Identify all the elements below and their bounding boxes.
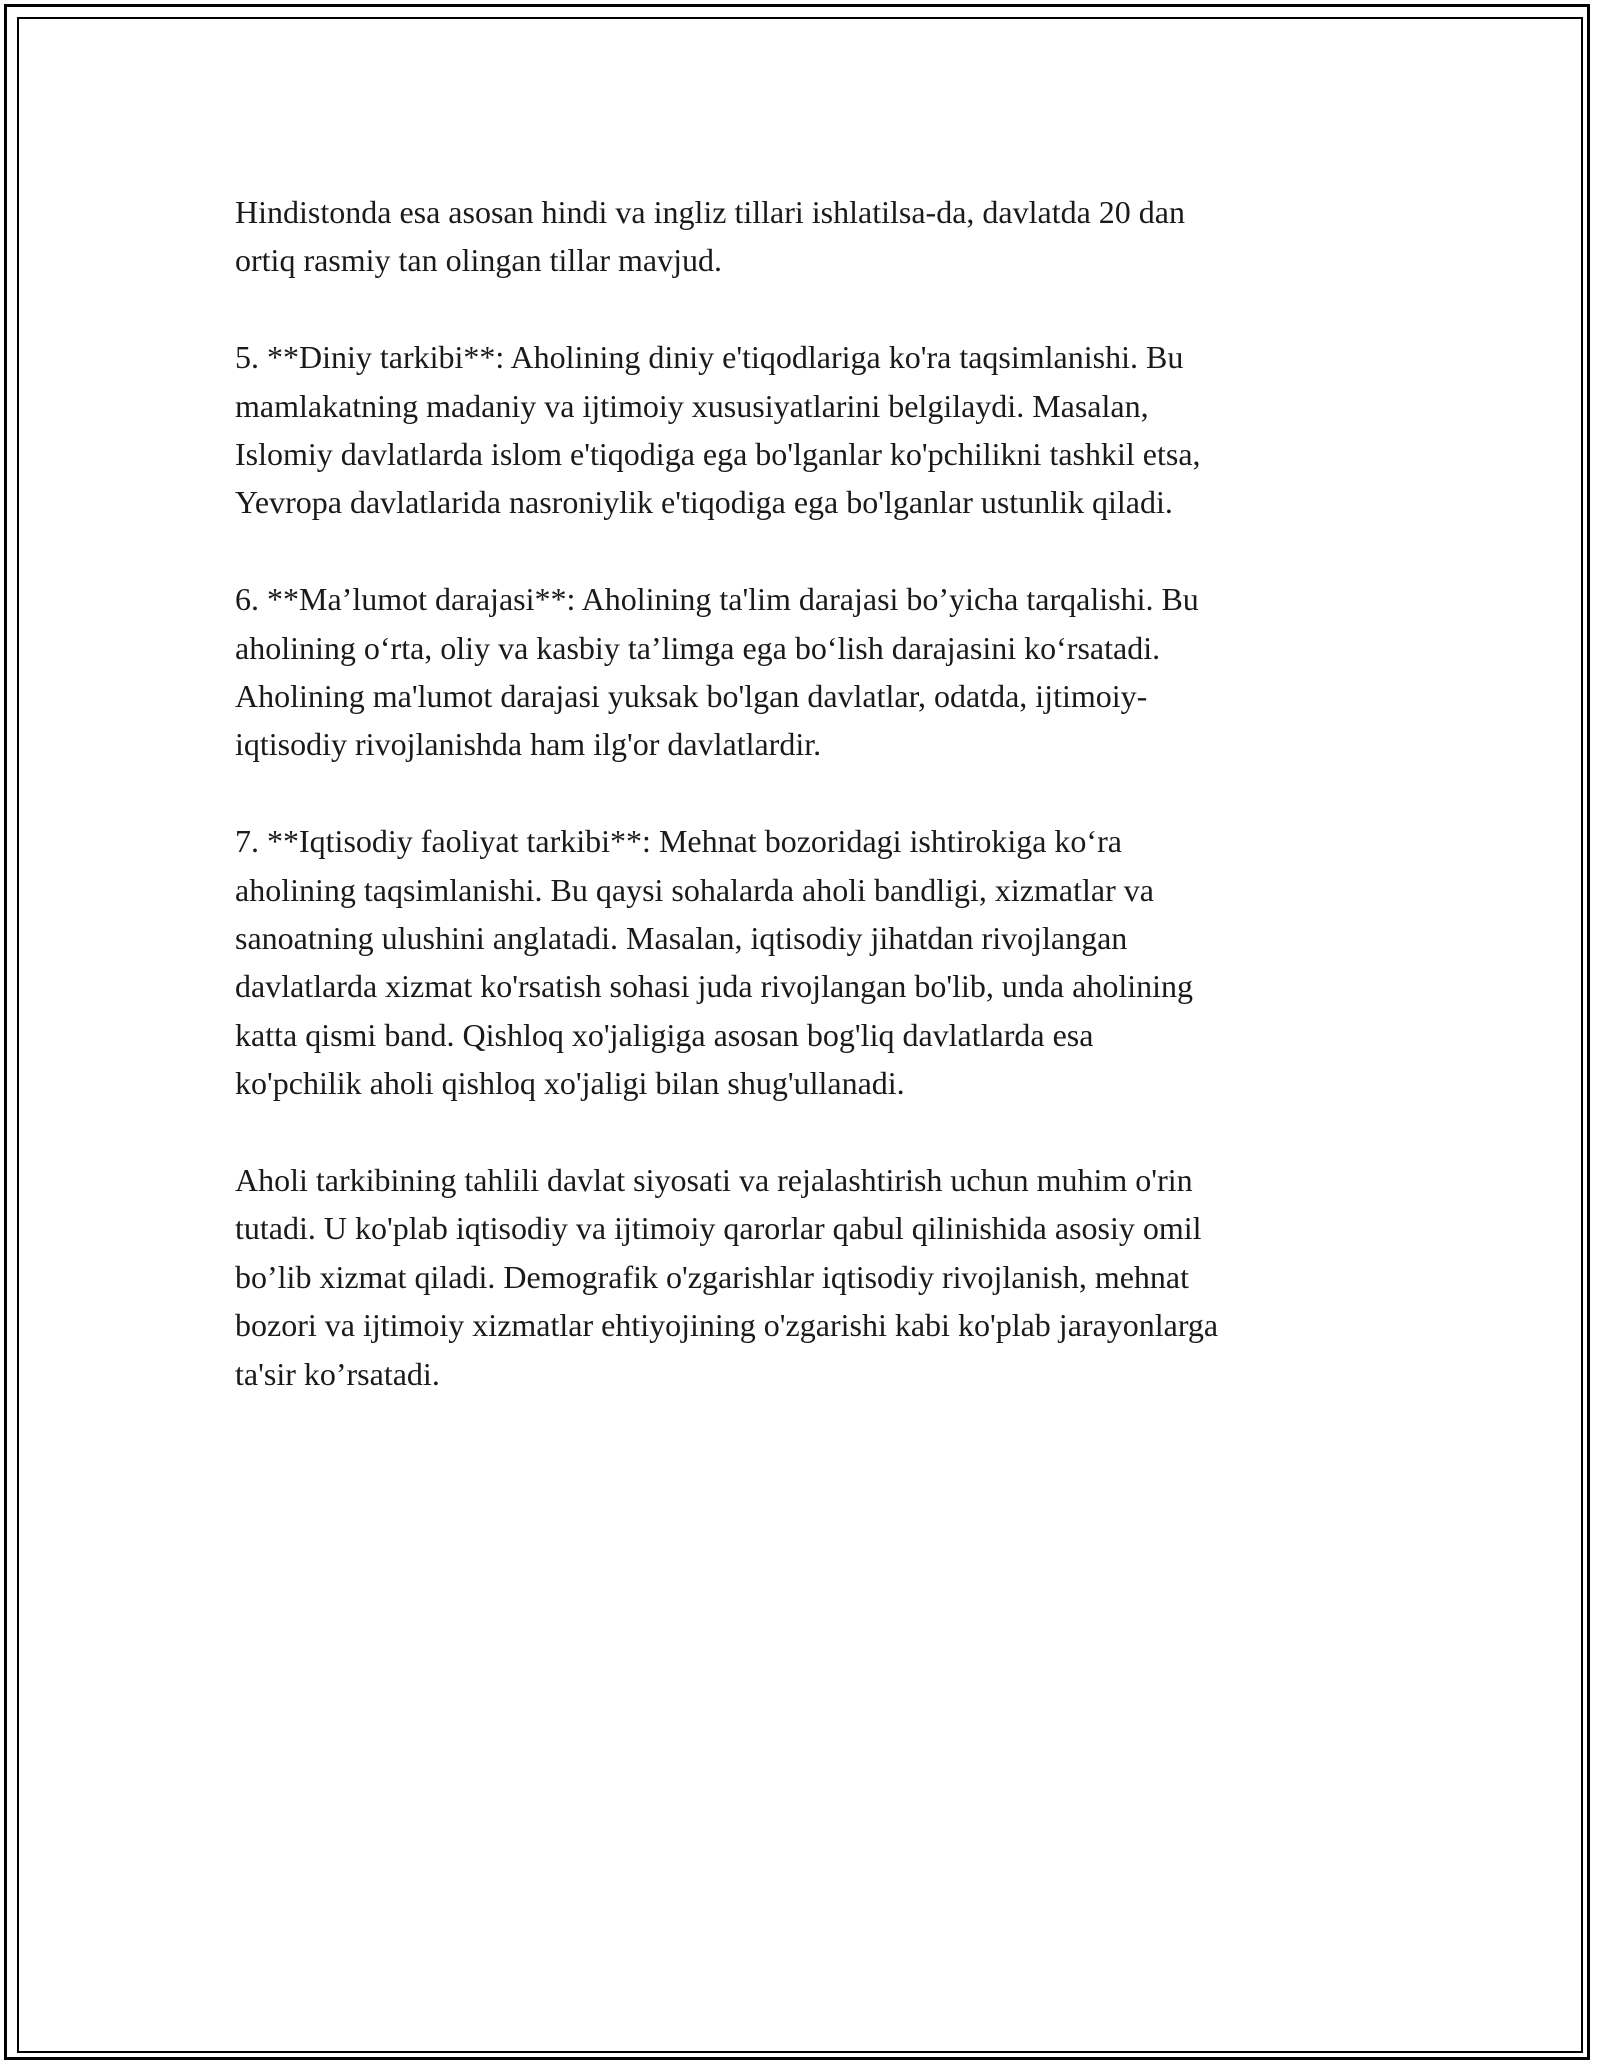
text-line: Hindistonda esa asosan hindi va ingliz tillari ishlatilsa-da, davlatda 20 dan (235, 194, 1185, 230)
document-body (235, 188, 1385, 1446)
text-line: ortiq rasmiy tan olingan tillar mavjud. (235, 242, 723, 279)
text-line: 6. **Ma’lumot darajasi**: Aholining ta'lim darajasi bo’yicha tarqalishi. Bu (235, 581, 1199, 618)
text-line: aholining o‘rta, oliy va kasbiy ta’limga ega bo‘lish darajasini ko‘rsatadi. (235, 629, 1161, 666)
text-line: 7. **Iqtisodiy faoliyat tarkibi**: Mehnat bozoridagi ishtirokiga ko‘ra (235, 823, 1122, 860)
text-line: sanoatning ulushini anglatadi. Masalan, iqtisodiy jihatdan rivojlangan (235, 920, 1128, 957)
paragraph-languages (235, 188, 1385, 285)
text-line: Aholi tarkibining tahlili davlat siyosati va rejalashtirish uchun muhim o'rin (235, 1162, 1193, 1199)
text-line: davlatlarda xizmat ko'rsatish sohasi juda rivojlangan bo'lib, unda aholining (235, 968, 1193, 1005)
text-line: ko'pchilik aholi qishloq xo'jaligi bilan shug'ullanadi. (235, 1065, 905, 1102)
text-line: bozori va ijtimoiy xizmatlar ehtiyojining o'zgarishi kabi ko'plab jarayonlarga (235, 1307, 1219, 1344)
text-line: Aholining ma'lumot darajasi yuksak bo'lgan davlatlar, odatda, ijtimoiy- (235, 678, 1148, 715)
paragraph-economic-activity (235, 817, 1385, 1107)
text-line: Yevropa davlatlarida nasroniylik e'tiqodiga ega bo'lganlar ustunlik qiladi. (235, 484, 1173, 521)
paragraph-religious-composition (235, 333, 1385, 527)
text-line: mamlakatning madaniy va ijtimoiy xususiyatlarini belgilaydi. Masalan, (235, 387, 1149, 424)
text-line: Islomiy davlatlarda islom e'tiqodiga ega bo'lganlar ko'pchilikni tashkil etsa, (235, 436, 1201, 473)
text-line: ta'sir ko’rsatadi. (235, 1355, 440, 1392)
text-line: katta qismi band. Qishloq xo'jaligiga asosan bog'liq davlatlarda esa (235, 1016, 1094, 1053)
text-line: bo’lib xizmat qiladi. Demografik o'zgarishlar iqtisodiy rivojlanish, mehnat (235, 1258, 1189, 1295)
paragraph-conclusion (235, 1156, 1385, 1398)
text-line: tutadi. U ko'plab iqtisodiy va ijtimoiy qarorlar qabul qilinishida asosiy omil (235, 1210, 1202, 1247)
text-line: 5. **Diniy tarkibi**: Aholining diniy e'tiqodlariga ko'ra taqsimlanishi. Bu (235, 339, 1184, 376)
paragraph-education-level (235, 575, 1385, 769)
text-line: aholining taqsimlanishi. Bu qaysi sohalarda aholi bandligi, xizmatlar va (235, 871, 1154, 908)
text-line: iqtisodiy rivojlanishda ham ilg'or davlatlardir. (235, 726, 822, 763)
